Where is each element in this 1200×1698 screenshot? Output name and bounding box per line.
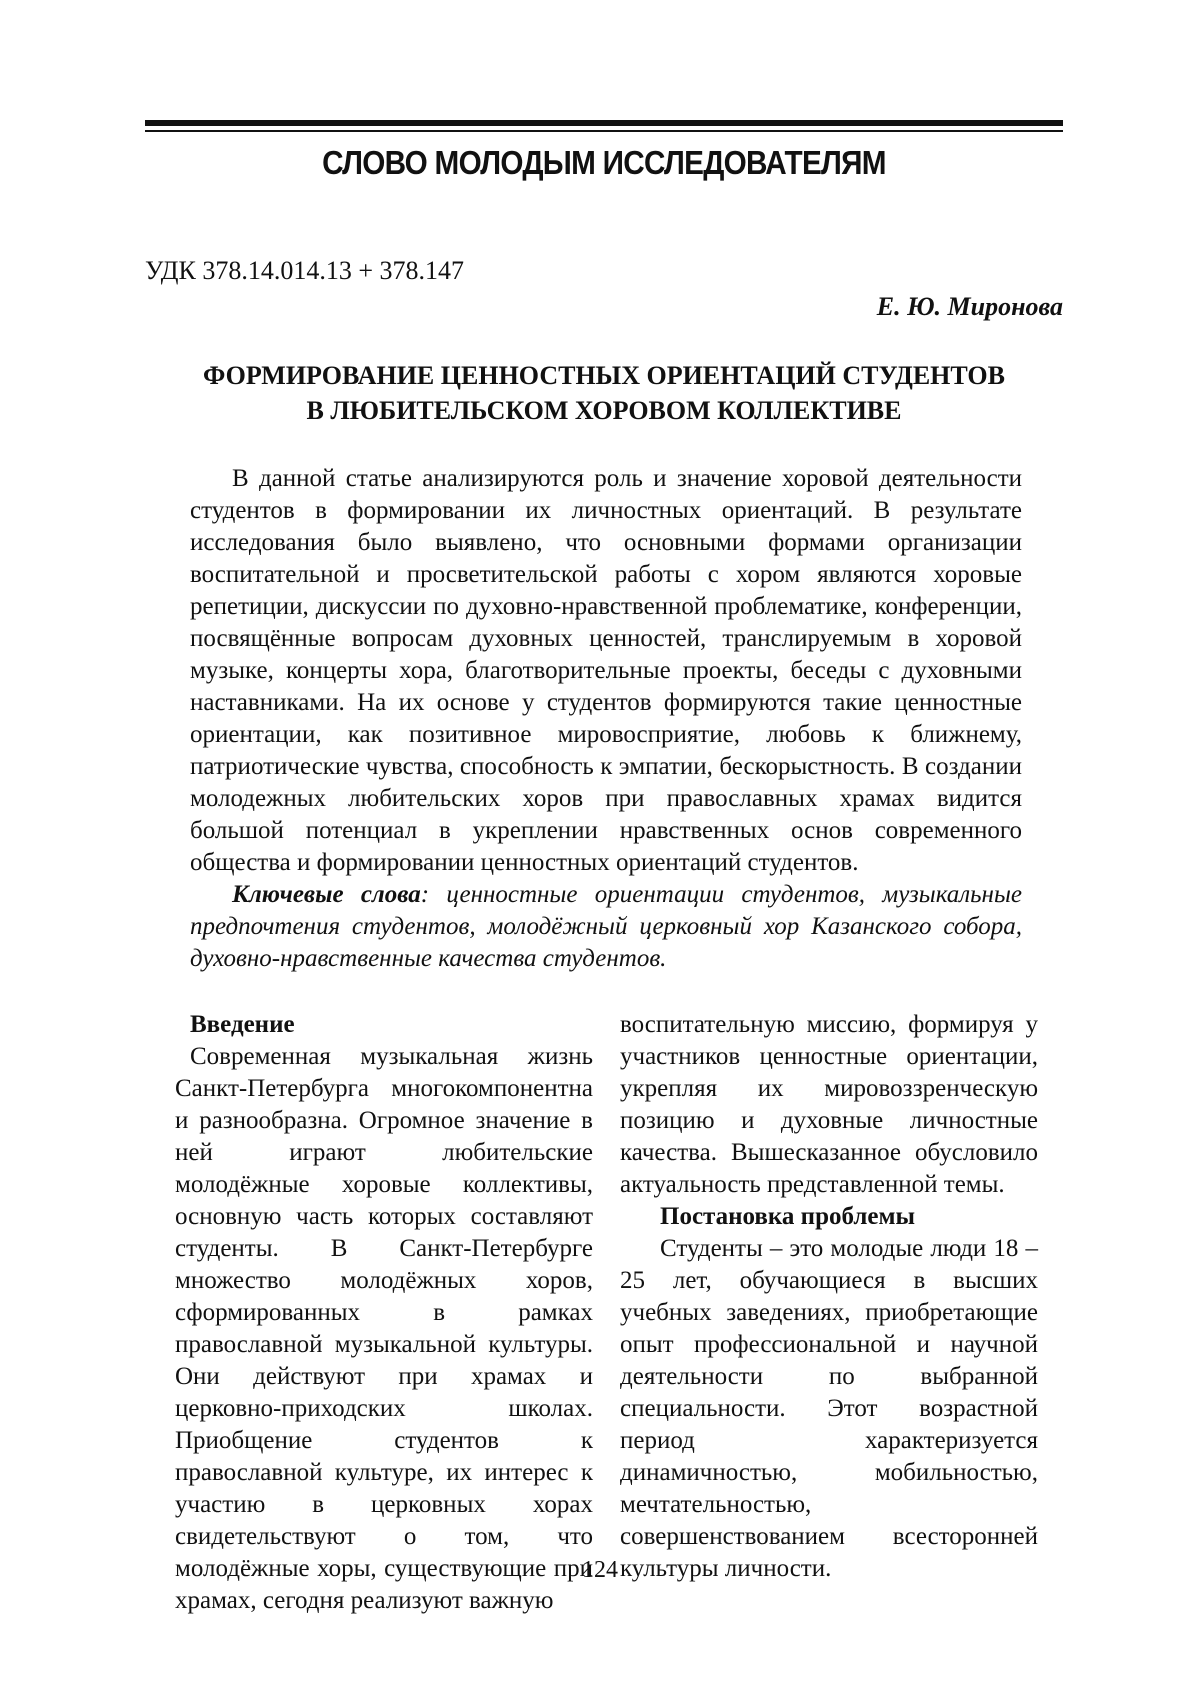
keywords-label: Ключевые слова [232, 881, 421, 908]
section-title: СЛОВО МОЛОДЫМ ИССЛЕДОВАТЕЛЯМ [191, 144, 1017, 182]
intro-heading: Введение [175, 1009, 593, 1041]
abstract [190, 463, 1022, 975]
header-rule-thick [145, 120, 1063, 126]
abstract-text: В данной статье анализируются роль и значение хоровой деятельности студентов в формировании их личностных ориентаций. В результате исследования было выявлено, что основными формами организации воспитательной и просветительской работы с хором являются хоровые репетиции, дискуссии по духовно-нравственной проблематике, конференции, посвящённые вопросам духовных ценностей, транслируемым в хоровой музыке, концерты хора, благотворительные проекты, беседы с духовными наставниками. На их основе у студентов формируются такие ценностные ориентации, как позитивное мировосприятие, любовь к ближнему, патриотические чувства, способность к эмпатии, бескорыстность. В создании молодежных любительских хоров при православных храмах видится большой потенциал в укреплении нравственных основ современного общества и формировании ценностных ориентаций студентов. [190, 463, 1022, 879]
article-title-line-2: В ЛЮБИТЕЛЬСКОМ ХОРОВОМ КОЛЛЕКТИВЕ [145, 393, 1063, 428]
article-title [145, 358, 1063, 428]
column-left [175, 1009, 593, 1617]
page-number: 124 [0, 1557, 1200, 1584]
keywords [190, 879, 1022, 975]
intro-paragraph: Современная музыкальная жизнь Санкт-Петербурга многокомпонентна и разнообразна. Огромное значение в ней играют любительские молодёжные хоровые коллективы, основную часть которых составляют студенты. В Санкт-Петербурге множество молодёжных хоров, сформированных в рамках православной музыкальной культуры. Они действуют при храмах и церковно-приходских школах. Приобщение студентов к православной культуре, их интерес к участию в церковных хорах свидетельствуют о том, что молодёжные хоры, существующие при храмах, сегодня реализуют важную [175, 1041, 593, 1617]
problem-heading: Постановка проблемы [620, 1201, 1038, 1233]
article-title-line-1: ФОРМИРОВАНИЕ ЦЕННОСТНЫХ ОРИЕНТАЦИЙ СТУДЕНТОВ [145, 358, 1063, 393]
problem-paragraph: Студенты – это молодые люди 18 – 25 лет, обучающиеся в высших учебных заведениях, приобретающие опыт профессиональной и научной деятельности по выбранной специальности. Этот возрастной период характеризуется динамичностью, мобильностью, мечтательностью, совершенствованием всесторонней культуры личности. [620, 1233, 1038, 1585]
column-right [620, 1009, 1038, 1585]
header-rule-thin [145, 130, 1063, 132]
author-name: Е. Ю. Миронова [877, 292, 1063, 322]
intro-paragraph-continued: воспитательную миссию, формируя у участников ценностные ориентации, укрепляя их мировоззренческую позицию и духовные личностные качества. Вышесказанное обусловило актуальность представленной темы. [620, 1009, 1038, 1201]
keywords-text: : ценностные ориентации студентов, музыкальные предпочтения студентов, молодёжный церковный хор Казанского собора, духовно-нравственные качества студентов. [190, 881, 1022, 972]
udk-code: УДК 378.14.014.13 + 378.147 [145, 256, 464, 286]
